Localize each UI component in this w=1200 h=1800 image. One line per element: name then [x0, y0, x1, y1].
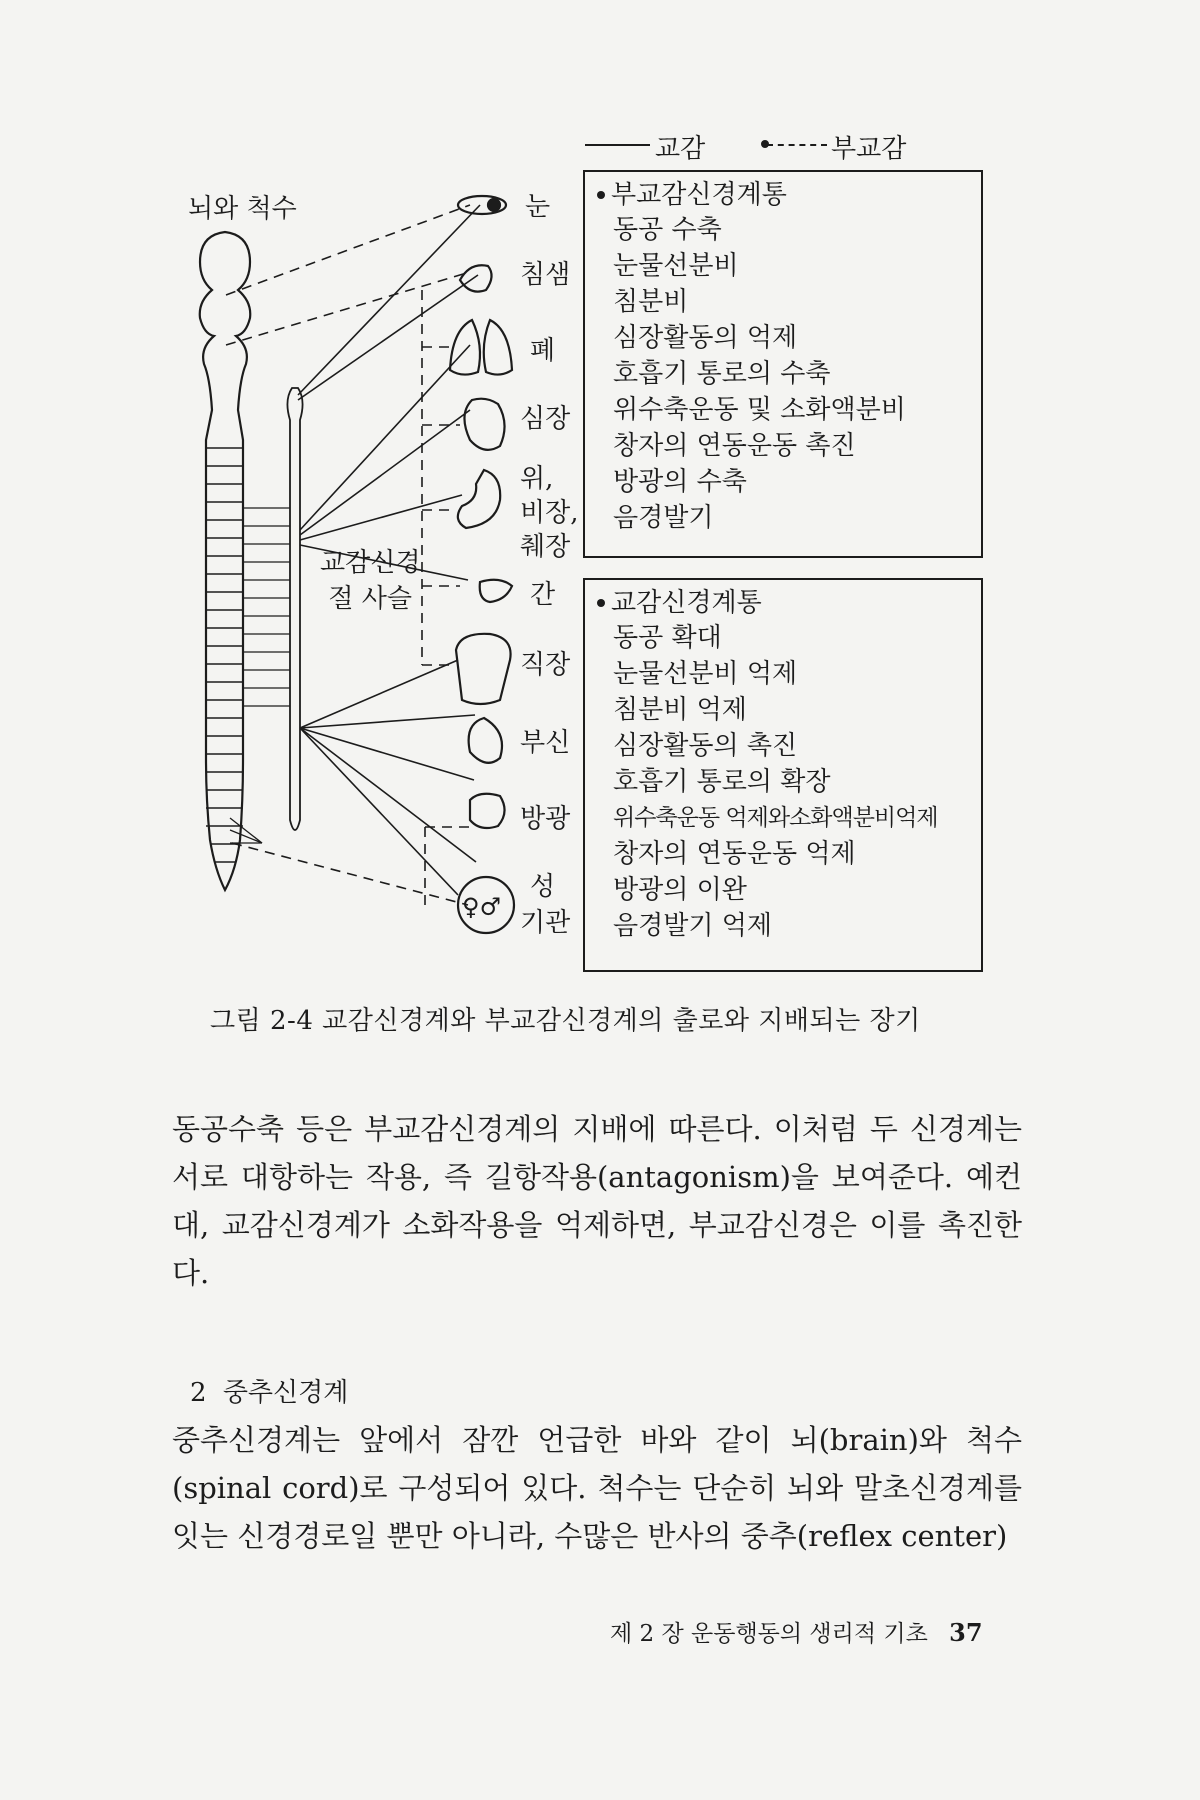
- parasympathetic-effects-list: [597, 212, 971, 536]
- section-title: 중추신경계: [222, 1378, 349, 1408]
- sympathetic-effects-box: [583, 578, 983, 972]
- page-footer: [610, 1615, 983, 1648]
- list-item: 눈물선분비: [613, 251, 739, 281]
- organ-label-pancreas: 췌장: [520, 532, 571, 562]
- list-item: 음경발기 억제: [613, 911, 772, 941]
- legend-sympathetic-label: 교감: [655, 134, 706, 164]
- list-item: 침분비: [613, 287, 689, 317]
- colon-drawing: [456, 634, 511, 704]
- list-item: 동공 수축: [613, 215, 722, 245]
- list-item: 심장활동의 촉진: [613, 731, 798, 761]
- list-item: 눈물선분비 억제: [613, 659, 798, 689]
- sympathetic-box-title: 교감신경계통: [611, 588, 762, 618]
- genital-symbols: ♀♂: [462, 893, 502, 921]
- list-item: 방광의 이완: [613, 875, 747, 905]
- list-item: 음경발기: [613, 503, 714, 533]
- lung-drawing: [450, 320, 512, 375]
- sympathetic-chain: [287, 388, 302, 830]
- brain-spinal-cord-outline: [200, 232, 251, 890]
- list-item: 위수축운동 및 소화액분비: [613, 395, 906, 425]
- ganglion-chain-label-line1: 교감신경: [320, 548, 421, 578]
- salivary-gland-drawing: [460, 265, 492, 291]
- adrenal-drawing: [469, 718, 502, 763]
- section-number: 2: [190, 1378, 207, 1408]
- organ-label-genital-2: 기관: [520, 908, 571, 938]
- organ-label-eye: 눈: [525, 192, 551, 222]
- body-paragraph-2: 중추신경계는 앞에서 잠깐 언급한 바와 같이 뇌(brain)와 척수(spinal cord)로 구성되어 있다. 척수는 단순히 뇌와 말초신경계를 잇는 신경경로일 뿐만 아니라, 수많은 반사의 중추(reflex center): [172, 1423, 1022, 1553]
- list-item: 호흡기 통로의 확장: [613, 767, 831, 797]
- section-heading: [190, 1372, 348, 1409]
- parasympathetic-effects-box: [583, 170, 983, 558]
- ganglion-chain-label-line2: 절 사슬: [328, 584, 413, 614]
- ganglion-chain-label: [320, 545, 420, 617]
- organ-label-heart: 심장: [520, 404, 571, 434]
- brain-spine-label: 뇌와 척수: [188, 194, 297, 224]
- list-item: 위수축운동 억제와소화액분비억제: [613, 805, 938, 831]
- legend-parasympathetic-label: 부교감: [831, 134, 907, 164]
- list-item: 심장활동의 억제: [613, 323, 798, 353]
- organ-label-adrenal: 부신: [520, 728, 571, 758]
- list-item: 동공 확대: [613, 623, 722, 653]
- sympathetic-effects-list: [597, 620, 971, 944]
- bladder-drawing: [470, 794, 505, 828]
- list-item: 창자의 연동운동 촉진: [613, 431, 856, 461]
- organ-label-bladder: 방광: [520, 804, 571, 834]
- body-paragraph-1: 동공수축 등은 부교감신경계의 지배에 따른다. 이처럼 두 신경계는 서로 대항하는 작용, 즉 길항작용(antagonism)을 보여준다. 예컨대, 교감신경계가 소화작용을 억제하면, 부교감신경은 이를 촉진한다.: [172, 1112, 1022, 1290]
- organ-label-lung: 폐: [530, 336, 556, 366]
- bullet-icon: [597, 599, 605, 607]
- stomach-drawing: [458, 470, 500, 528]
- list-item: 창자의 연동운동 억제: [613, 839, 856, 869]
- organ-label-stomach: 위,: [520, 464, 554, 494]
- list-item: 침분비 억제: [613, 695, 747, 725]
- organ-label-salivary: 침샘: [520, 260, 571, 290]
- organ-label-colon: 직장: [520, 650, 571, 680]
- heart-drawing: [464, 399, 504, 450]
- parasympathetic-box-title: 부교감신경계통: [611, 180, 787, 210]
- organ-label-liver: 간: [530, 580, 556, 610]
- bullet-icon: [597, 191, 605, 199]
- liver-drawing: [480, 580, 512, 602]
- figure-caption: 그림 2-4 교감신경계와 부교감신경계의 출로와 지배되는 장기: [210, 1006, 921, 1036]
- organ-label-spleen: 비장,: [520, 498, 579, 528]
- organ-label-genital-1: 성: [530, 872, 556, 902]
- chapter-running-title: 제 2 장 운동행동의 생리적 기초: [610, 1621, 928, 1647]
- list-item: 호흡기 통로의 수축: [613, 359, 831, 389]
- eye-drawing: [458, 196, 506, 214]
- list-item: 방광의 수축: [613, 467, 747, 497]
- page-number: 37: [949, 1618, 983, 1647]
